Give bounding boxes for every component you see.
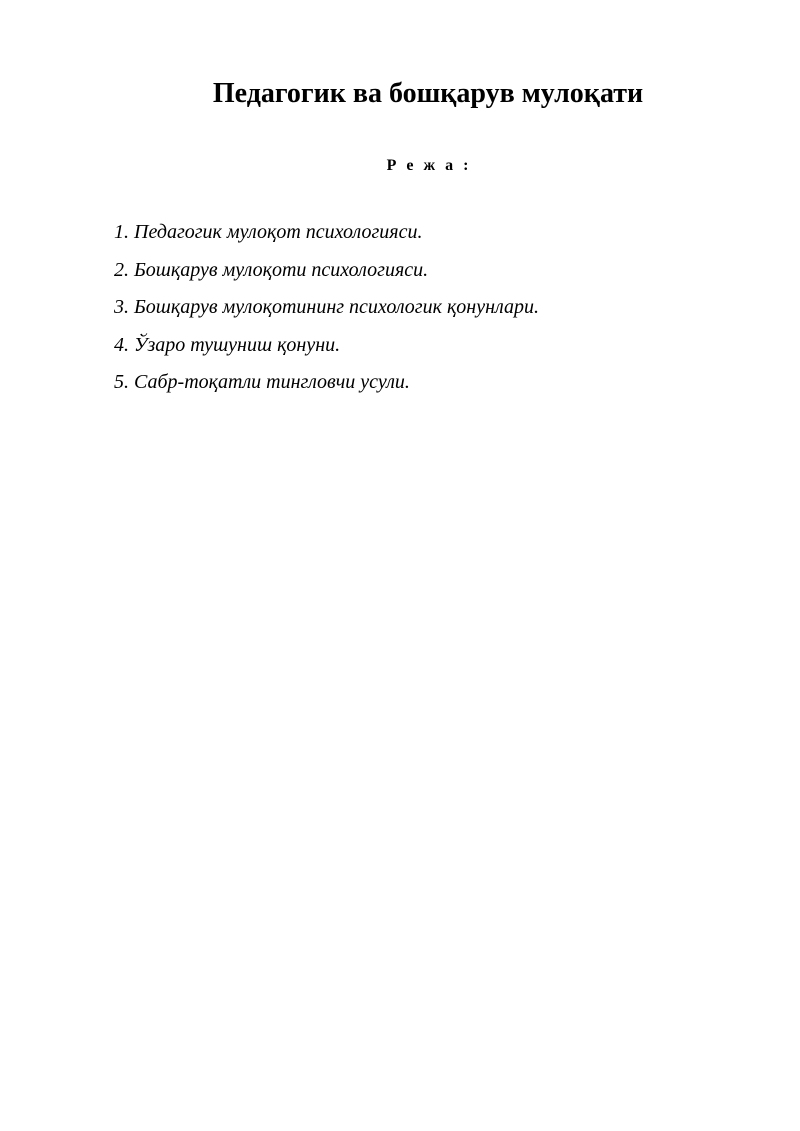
plan-item-5: 5. Сабр-тоқатли тингловчи усули. xyxy=(114,371,410,393)
plan-item-3: 3. Бошқарув мулоқотининг психологик қонунлари. xyxy=(114,296,539,318)
plan-item-2: 2. Бошқарув мулоқоти психологияси. xyxy=(114,258,429,281)
plan-item-1: 1. Педагогик мулоқот психологияси. xyxy=(114,221,423,243)
plan-list xyxy=(114,214,539,402)
document-title: Педагогик ва бошқарув мулоқати xyxy=(212,78,644,109)
plan-heading: Р е ж а : xyxy=(386,157,472,174)
plan-item-4: 4. Ўзаро тушуниш қонуни. xyxy=(114,333,341,356)
